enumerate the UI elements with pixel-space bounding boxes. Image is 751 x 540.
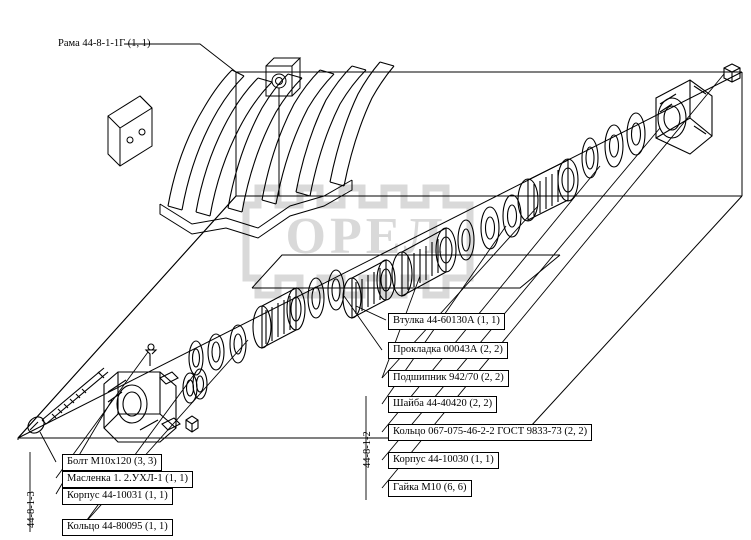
watermark-text: ОРЕЛ bbox=[285, 208, 447, 265]
label-frame: Рама 44-8-1-1Г (1, 1) bbox=[58, 38, 151, 49]
callout-bolt: Болт М10х120 (3, 3) bbox=[62, 454, 162, 471]
callout-maslenka: Масленка 1. 2.УХЛ-1 (1, 1) bbox=[62, 471, 193, 488]
callout-kolco-80095: Кольцо 44-80095 (1, 1) bbox=[62, 519, 173, 536]
callout-podshipnik: Подшипник 942/70 (2, 2) bbox=[388, 370, 509, 387]
callout-shayba: Шайба 44-40420 (2, 2) bbox=[388, 396, 497, 413]
callout-korpus-10030: Корпус 44-10030 (1, 1) bbox=[388, 452, 499, 469]
callout-prokladka: Прокладка 00043А (2, 2) bbox=[388, 342, 508, 359]
assembly-code-left: 44-8-1-3 bbox=[26, 491, 37, 528]
assembly-code-mid: 44-8-1-2 bbox=[362, 431, 373, 468]
callout-korpus-10031: Корпус 44-10031 (1, 1) bbox=[62, 488, 173, 505]
callout-gayka: Гайка М10 (6, 6) bbox=[388, 480, 472, 497]
callout-kolco-gost: Кольцо 067-075-46-2-2 ГОСТ 9833-73 (2, 2) bbox=[388, 424, 592, 441]
callout-vtulka: Втулка 44-60130А (1, 1) bbox=[388, 313, 505, 330]
